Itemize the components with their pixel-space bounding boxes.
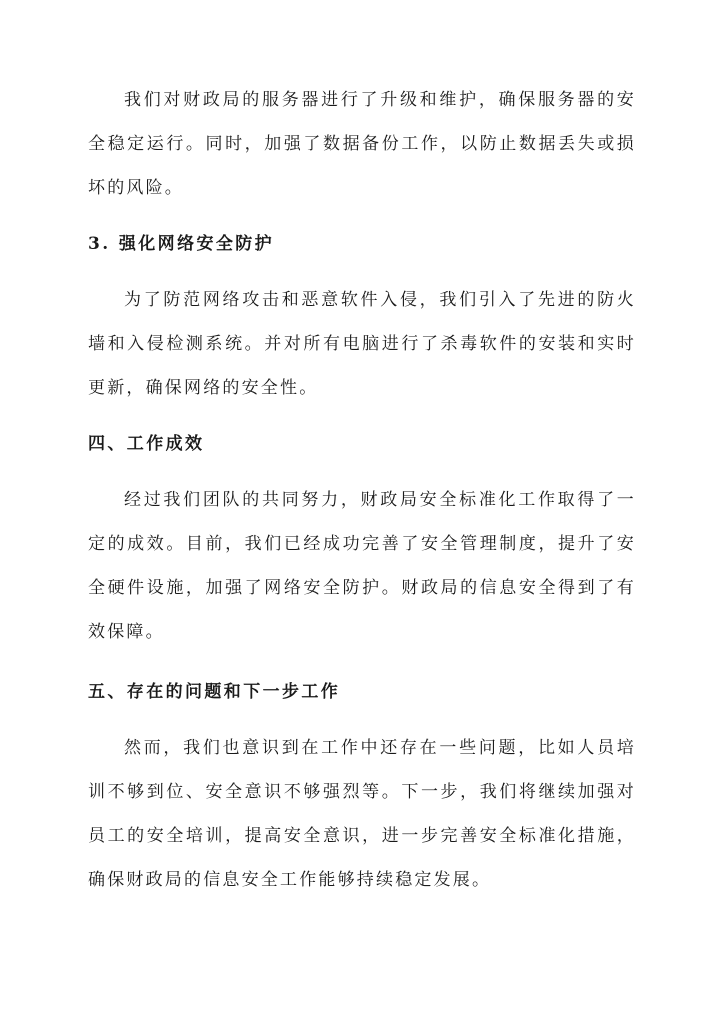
heading-work-results: 四、工作成效 (88, 434, 205, 454)
paragraph-server-maintenance: 我们对财政局的服务器进行了升级和维护，确保服务器的安全稳定运行。同时，加强了数据备份工作，以防止数据丢失或损坏的风险。 (88, 90, 636, 198)
heading-network-security: 3. 强化网络安全防护 (88, 234, 275, 254)
paragraph-network-protection: 为了防范网络攻击和恶意软件入侵，我们引入了先进的防火墙和入侵检测系统。并对所有电脑进行了杀毒软件的安装和实时更新，确保网络的安全性。 (88, 290, 636, 398)
heading-problems-next-steps: 五、存在的问题和下一步工作 (88, 682, 341, 702)
paragraph-problems-next-steps: 然而，我们也意识到在工作中还存在一些问题，比如人员培训不够到位、安全意识不够强烈等。下一步，我们将继续加强对员工的安全培训，提高安全意识，进一步完善安全标准化措施，确保财政局的信息安全工作能够持续稳定发展。 (88, 738, 636, 890)
paragraph-work-results: 经过我们团队的共同努力，财政局安全标准化工作取得了一定的成效。目前，我们已经成功完善了安全管理制度，提升了安全硬件设施，加强了网络安全防护。财政局的信息安全得到了有效保障。 (88, 490, 636, 642)
